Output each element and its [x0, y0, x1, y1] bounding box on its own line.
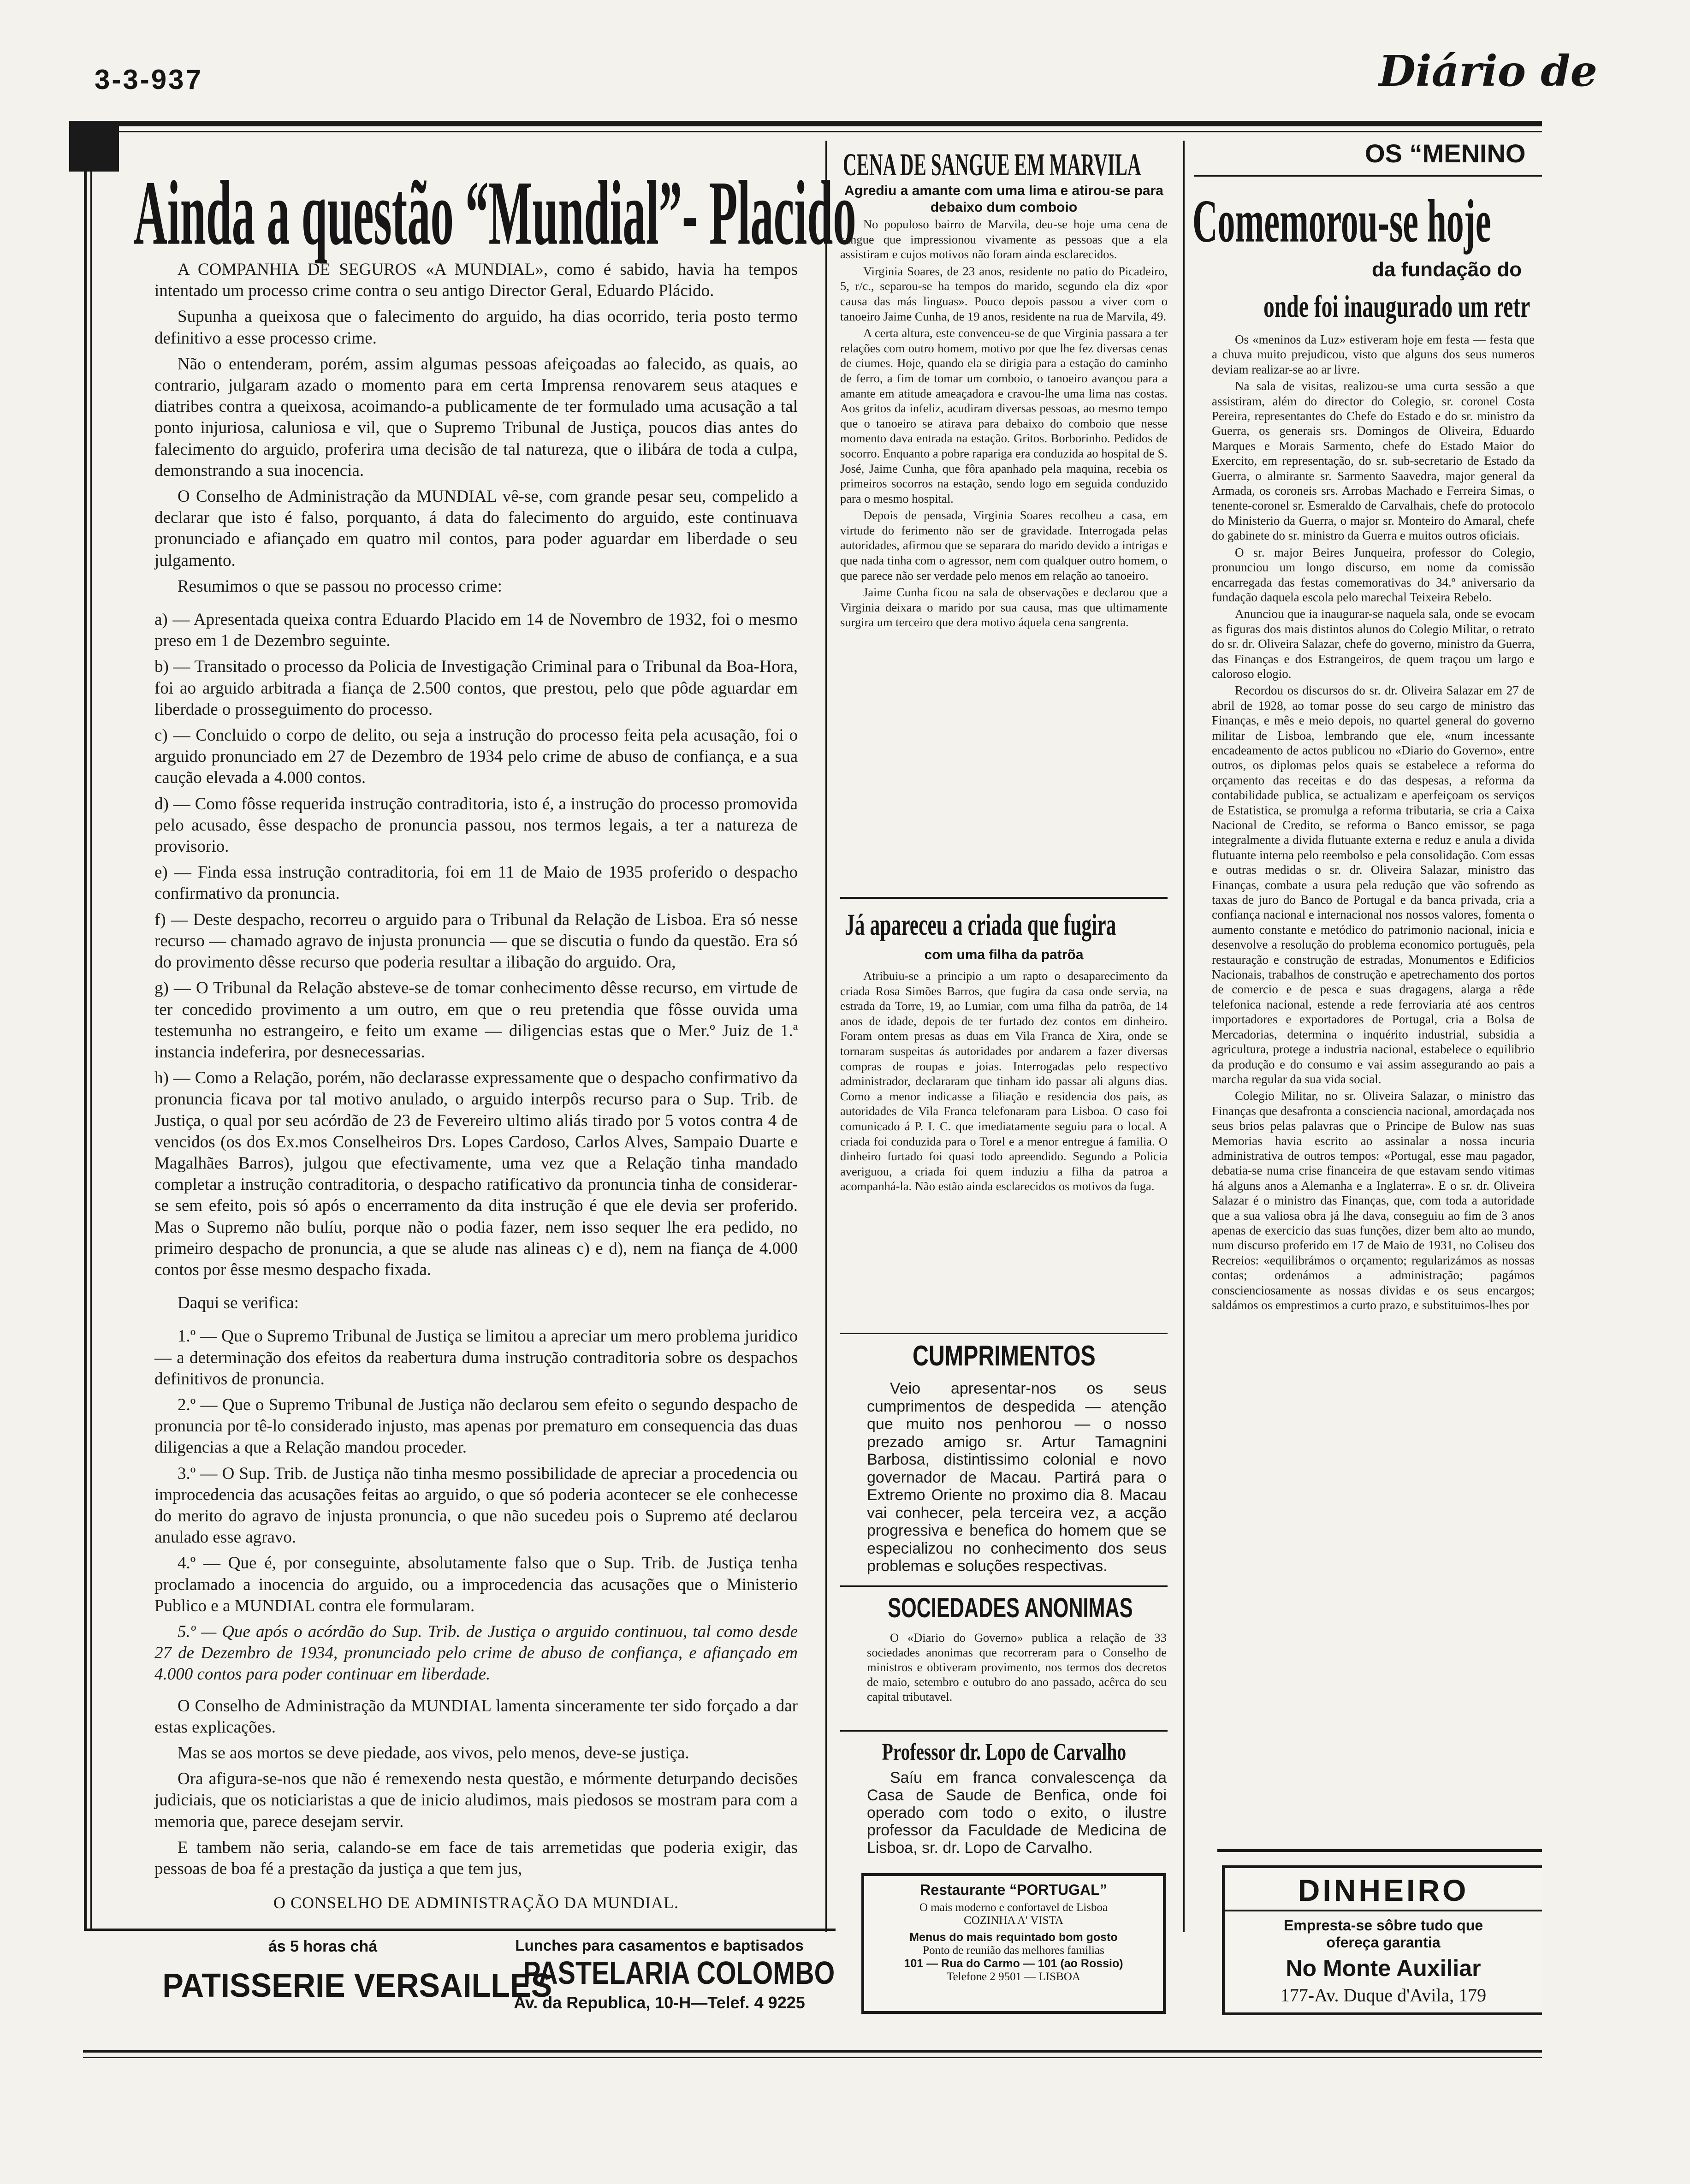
restaurante-title: Restaurante “PORTUGAL” — [920, 1881, 1107, 1898]
mundial-intro-1: A COMPANHIA DE SEGUROS «A MUNDIAL», como é sabido, havia ha tempos intentado um processo crime contra o seu antigo Director Geral, Eduardo Plácido. — [154, 260, 798, 301]
sociedades-body — [867, 1630, 1167, 1709]
mid-divider-4 — [840, 1730, 1168, 1732]
meninos-subhead-1: da fundação do — [1372, 258, 1522, 281]
mundial-item-b: b) — Transitado o processo da Policia de Investigação Criminal para o Tribunal da Boa-Hora, foi ao arguido arbitrada a fiança de 2.500 contos, que prestou, pelo que pôde aguardar em liberdade o prosseguimento do processo. — [154, 657, 798, 719]
meninos-p5: Recordou os discursos do sr. dr. Oliveira Salazar em 27 de abril de 1928, ao tomar posse do seu cargo de ministro das Finanças, e mês e meio depois, no quartel general do governo militar de Lisboa, lembrando que ele, «num incessante encadeamento de actos publicou no «Diario do Governo», entre outros, os diplomas pelos quais se estabelece a reforma do orçamento das receitas e do das despesas, a reforma da contabilidade publica, se actualizam e aperfeiçoam os serviços de Estatistica, se promulga a reforma tributaria, se cria a Caixa Nacional de Credito, se reforma o Banco emissor, se paga integralmente a divida flutuante externa e reduz e anula a divida flutuante interna pelo reembolso e pela consolidação. Com essas e outras medidas o sr. dr. Oliveira Salazar, ministro das Finanças, combate a usura pela redução que vão sofrendo as taxas de juro do Banco de Portugal e da banca privada, cria a confiança nacional e internacional nos nossos valores, fomenta o aumento constante e metódico do patrimonio nacional, inicia e desenvolve a resolução do problema economico português, pela restauração e construção de estradas, Monumentos e Edificios Nacionais, trabalhos de construção e apetrechamento dos portos de comercio e de pesca e suas dragagens, alarga a rêde telefonica nacional, estende a rede ferroviaria até aos centros importadores e exportadores de Portugal, cria a Bolsa de Mercadorias, determina o inquérito industrial, subsidia a agricultura, protege a industria nacional, estabelece o equilibrio da produção e do consumo e vai assim assegurando ao pais a marcha regular da sua vida social. — [1212, 683, 1535, 1086]
restaurante-line5: 101 — Rua do Carmo — 101 (ao Rossio) — [904, 1957, 1123, 1970]
criada-headline-text: Já apareceu a criada que fugira — [845, 908, 1116, 942]
column-rule-2 — [1183, 141, 1185, 1932]
criada-p1: Atribuiu-se a principio a um rapto o desaparecimento da criada Rosa Simões Barros, que fugira da casa onde servia, na estrada da Torre, 19, ao Lumiar, com uma filha da patrõa, de 14 anos de idade, depois de ter furtado dez contos em dinheiro. Foram ontem presas as duas em Vila Franca de Xira, onde se tornaram suspeitas ás autoridades por andarem a fazer diversas compras de roupas e joias. Interrogadas pelo respectivo administrador, declararam que tinham ido passar ali alguns dias. Como a menor indicasse a filiação e residencia dos pais, as autoridades de Vila Franca telefonaram para Lisboa. O caso foi comunicado á P. I. C. que imediatamente seguiu para o local. A criada foi conduzida para o Torel e a menor entregue á familia. O dinheiro furtado foi quasi todo apreendido. Segundo a Policia averiguou, a criada foi quem induziu a filha da patroa a acompanhá-la. Não estão ainda esclarecidos os motivos da fuga. — [840, 969, 1168, 1193]
mid-divider-3 — [840, 1585, 1168, 1587]
marvila-headline — [843, 147, 1166, 185]
right-divider-bottom — [1217, 1849, 1542, 1852]
page-date: 3-3-937 — [95, 64, 203, 95]
mundial-headline-text: Ainda a questão “Mundial”- Placido — [134, 162, 856, 264]
mundial-body — [154, 259, 798, 1884]
carvalho-headline-text: Professor dr. Lopo de Carvalho — [882, 1739, 1126, 1765]
mundial-conclusion-2: 2.º — Que o Supremo Tribunal de Justiça não declarou sem efeito o segundo despacho de pronuncia por tê-lo considerado injusto, mas apenas por prematuro em consequencia das duas diligencias a que a Relação mandou proceder. — [154, 1395, 798, 1457]
versailles-ad — [152, 1938, 552, 2012]
carvalho-text: Saíu em franca convalescença da Casa de Saude de Benfica, onde foi operado com todo o exito, o ilustre professor da Faculdade de Medicina de Lisboa, sr. dr. Lopo de Carvalho. — [867, 1769, 1167, 1857]
mundial-intro-5: Resumimos o que se passou no processo crime: — [178, 576, 502, 596]
mundial-frame-left — [84, 172, 87, 1929]
mundial-item-h: h) — Como a Relação, porém, não declarasse expressamente que o despacho confirmativo da pronuncia ficava por tal motivo anulado, o arguido interpôs recurso para o Sup. Trib. de Justiça, o qual por seu acórdão de 23 de Fevereiro ultimo aliás tirado por 5 votos contra 4 de vencidos (os dos Ex.mos Conselheiros Drs. Lopes Cardoso, Carlos Alves, Sampaio Duarte e Magalhães Barros), julgou que efectivamente, uma vez que a Relação tinha mandado completar a instrução contraditoria, o despacho ratificativo da pronuncia tinha de considerar-se sem efeito, pois só após o encerramento da dita instrução é que ele devia ser proferido. Mas o Supremo não bulíu, porque não o podia fazer, nem isso sequer lhe era pedido, no primeiro despacho de pronuncia, a que se alude nas alineas c) e d), nem na fiança de 4.000 contos por êsse mesmo despacho fixada. — [154, 1068, 798, 1279]
marvila-p3: A certa altura, este convenceu-se de que Virginia passara a ter relações com outro homem, motivo por que lhe fez diversas cenas de ciumes. Hoje, quando ela se dirigia para a estação do caminho de ferro, a fim de tomar um comboio, o tanoeiro avançou para a amante em atitude ameaçadora e cravou-lhe uma lima nas costas. Aos gritos da infeliz, acudiram diversas pessoas, ao mesmo tempo que o tanoeiro se atirava para debaixo do comboio que nesse momento dava entrada na estação. Gritos. Borborinho. Pedidos de socorro. Enquanto a pobre rapariga era conduzida ao hospital de S. José, Jaime Cunha, que fôra apanhado pela maquina, recebia os primeiros socorros na estação, sendo logo em seguida conduzido para o mesmo hospital. — [840, 326, 1168, 505]
mid-divider-1 — [840, 897, 1168, 899]
cumprimentos-headline — [840, 1340, 1168, 1374]
mundial-item-e: e) — Finda essa instrução contraditoria, foi em 11 de Maio de 1935 proferido o despacho confirmativo da pronuncia. — [154, 863, 798, 903]
marvila-p2: Virginia Soares, de 23 anos, residente no patio do Picadeiro, 5, r/c., separou-se ha tempos do marido, segundo ela diz «por causa das más linguas». Pouco depois passou a viver com o tanoeiro Jaime Cunha, de 19 anos, residente na rua de Marvila, 49. — [840, 264, 1168, 323]
meninos-kicker: OS “MENINO — [1365, 139, 1526, 168]
mundial-item-a: a) — Apresentada queixa contra Eduardo Placido em 14 de Novembro de 1932, foi o mesmo preso em 1 de Dezembro seguinte. — [154, 610, 798, 651]
carvalho-body — [867, 1769, 1167, 1861]
mundial-conclusion-3: 3.º — O Sup. Trib. de Justiça não tinha mesmo possibilidade de apreciar a procedencia ou improcedencia das acusações feitas ao arguido, o que só poderia acontecer se ele conhecesse do merito do agravo de injusta pronuncia, o que não sucedeu pois o Supremo até declarou anulado esse agravo. — [154, 1464, 798, 1547]
restaurante-line1: O mais moderno e confortavel de Lisboa — [919, 1901, 1108, 1914]
marvila-p5: Jaime Cunha ficou na sala de observações e declarou que a Virginia deixara o marido por sua causa, mas que ultimamente surgira um terceiro que dera motivo áquela cena sangrenta. — [840, 585, 1168, 629]
mundial-closing-1: O Conselho de Administração da MUNDIAL lamenta sinceramente ter sido forçado a dar estas explicações. — [154, 1696, 798, 1737]
sociedades-text: O «Diario do Governo» publica a relação de 33 sociedades anonimas que recorreram para o Conselho de ministros e obtiveram provimento, nos termos dos decretos de maio, setembro e outubro do ano passado, acêrca do seu capital tributavel. — [867, 1631, 1167, 1703]
meninos-p6: Colegio Militar, no sr. Oliveira Salazar, o ministro das Finanças que desafronta a consciencia nacional, amordaçada nos seus brios pelas palavras que o Principe de Bulow nas suas Memorias havia escrito ao assinalar a nossa incuria administrativa de outros tempos: «Portugal, esse mau pagador, debatia-se numa crise financeira de que estavam sendo vitimas há alguns anos a Alemanha e a Inglaterra». E o sr. dr. Oliveira Salazar é o ministro das Finanças, que, com toda a autoridade que a sua valiosa obra já lhe dava, conseguiu ao fim de 3 anos apenas de exercicio das suas funções, dizer bem alto ao mundo, num discurso proferido em 17 de Maio de 1931, no Coliseu dos Recreios: «equilibrámos o orçamento; regularizámos as nossas contas; ordenámos a administração; pagámos conscienciosamente as nossas dividas e os seus encargos; saldámos os emprestimos a curto prazo, e substituimos-lhes por — [1212, 1089, 1535, 1312]
restaurante-line3: Menus do mais requintado bom gosto — [909, 1931, 1118, 1944]
mundial-conclusion-intro: Daqui se verifica: — [178, 1294, 299, 1313]
restaurante-line2: COZINHA A' VISTA — [964, 1914, 1063, 1927]
colombo-address: Av. da Republica, 10-H—Telef. 4 9225 — [514, 1993, 805, 2012]
colombo-ad — [489, 1937, 835, 2012]
mundial-item-c: c) — Concluido o corpo de delito, ou seja a instrução do processo feita pela acusação, foi o arguido pronunciado em 27 de Dezembro de 1934 pelo crime de abuso de confiança, e a sua caução elevada a 4.000 contos. — [154, 726, 798, 788]
criada-headline — [845, 908, 1168, 942]
versailles-tagline: ás 5 horas chá — [268, 1938, 378, 1955]
mundial-intro-4: O Conselho de Administração da MUNDIAL vê-se, com grande pesar seu, compelido a declarar que isto é falso, porquanto, á data do falecimento do arguido, este continuava pronunciado e afiançado em quatro mil contos, para poder aguardar em liberdade o seu julgamento. — [154, 487, 798, 570]
mundial-frame-left-inner — [90, 172, 92, 1929]
header-rule-thick — [83, 121, 1542, 126]
footer-rule-2 — [83, 2057, 1542, 2058]
masthead: Diário de — [1379, 46, 1598, 96]
meninos-headline-text: Comemorou-se hoje — [1192, 188, 1491, 255]
colombo-name: PASTELARIA COLOMBO — [523, 1955, 835, 1991]
mundial-closing-4: E tambem não seria, calando-se em face de tais arremetidas que poderia exigir, das pessoas de boa fé a prestação da justiça a que tem jus, — [154, 1838, 798, 1879]
meninos-p2: Na sala de visitas, realizou-se uma curta sessão a que assistiram, além do director do Colegio, sr. coronel Costa Pereira, representantes do Chefe do Estado e do sr. ministro da Guerra, os generais srs. Domingos de Oliveira, Eduardo Marques e Morais Sarmento, chefe do Estado Maior do Exercito, em representação, do sr. sub-secretario de Estado da Guerra, o almirante sr. Sarmento Saavedra, major general da Armada, os coroneis srs. Arrobas Machado e Ferreira Simas, o tenente-coronel sr. Esmeraldo de Carvalhais, chefe do protocolo do Ministerio da Guerra, o major sr. Monteiro do Amaral, chefe do gabinete do sr. ministro da Guerra e muitos outros oficiais. — [1212, 379, 1535, 543]
meninos-body — [1212, 332, 1535, 1826]
mundial-intro-3: Não o entenderam, porém, assim algumas pessoas afeiçoadas ao falecido, as quais, ao contrario, julgaram azado o momento para em certa Imprensa renovarem seus ataques e diatribes contra a queixosa, acoimando-a publicamente de ter formulado uma acusação a tal ponto injuriosa, caluniosa e vil, que o Supremo Tribunal de Justiça, poucos dias antes do falecimento do arguido, proferira uma decisão de tal natureza, que o ilibára de toda a culpa, demonstrando a sua inocencia. — [154, 354, 798, 480]
mid-divider-2 — [840, 1333, 1168, 1334]
sociedades-headline — [840, 1592, 1168, 1625]
restaurante-ad — [861, 1873, 1166, 2014]
versailles-name: PATISSERIE VERSAILLES — [162, 1967, 552, 2004]
restaurante-line6: Telefone 2 9501 — LISBOA — [947, 1970, 1080, 1983]
footer-rule-1 — [83, 2050, 1542, 2053]
mundial-conclusion-5: 5.º — Que após o acórdão do Sup. Trib. de Justiça o arguido continuou, tal como desde 27 de Dezembro de 1934, pronunciado pelo crime de abuso de confiança, e afiançado em 4.000 contos para poder continuar em liberdade. — [154, 1622, 798, 1684]
marvila-p1: No populoso bairro de Marvila, deu-se hoje uma cena de sangue que impressionou vivamente as pessoas que a ela assistiram e cujos motivos não foram ainda esclarecidos. — [840, 217, 1168, 261]
dinheiro-ad — [1222, 1865, 1542, 2015]
mundial-closing-3: Ora afigura-se-nos que não é remexendo nesta questão, e mórmente deturpando decisões judiciais, que os noticiaristas a que de inicio aludimos, mais piedosos se mostram para com a memoria que, parece desejam servir. — [154, 1769, 798, 1831]
meninos-p3: O sr. major Beires Junqueira, professor do Colegio, pronunciou um longo discurso, em nome da comissão encarregada das festas comemorativas do 34.º aniversario da fundação daquela escola pelo marechal Teixeira Rebelo. — [1212, 545, 1535, 604]
meninos-p4: Anunciou que ia inaugurar-se naquela sala, onde se evocam as figuras dos mais distintos alunos do Colegio Militar, o retrato do sr. dr. Oliveira Salazar, chefe do governo, ministro da Guerra, das Finanças e dos Estrangeiros, de quem traçou um largo e caloroso elogio. — [1212, 607, 1535, 681]
criada-subhead: com uma filha da patrõa — [924, 947, 1084, 962]
restaurante-line4: Ponto de reunião das melhores familias — [923, 1944, 1104, 1957]
sociedades-headline-text: SOCIEDADES ANONIMAS — [888, 1592, 1133, 1623]
mundial-intro-2: Supunha a queixosa que o falecimento do arguido, ha dias ocorrido, teria posto termo definitivo a esse processo crime. — [154, 307, 798, 348]
mundial-signature: O CONSELHO DE ADMINISTRAÇÃO DA MUNDIAL. — [273, 1893, 679, 1912]
dinheiro-title: DINHEIRO — [1298, 1873, 1469, 1907]
mundial-conclusion-1: 1.º — Que o Supremo Tribunal de Justiça se limitou a apreciar um mero problema juridico — a determinação dos efeitos da reabertura duma instrução contraditoria sobre os despachos definitivos de pronuncia. — [154, 1327, 798, 1389]
meninos-kicker-rule — [1194, 175, 1542, 177]
marvila-p4: Depois de pensada, Virginia Soares recolheu a casa, em virtude do ferimento não ser de gravidade. Interrogada pelas autoridades, afirmou que se separara do marido devido a intrigas e que nada tinha com o agressor, nem com qualquer outro homem, o que parece não ser verdade pelo menos em relação ao tanoeiro. — [840, 508, 1168, 582]
marvila-body — [840, 217, 1168, 632]
mundial-item-f: f) — Deste despacho, recorreu o arguido para o Tribunal da Relação de Lisboa. Era só nesse recurso — chamado agravo de injusta pronuncia — que se discutia o fundo da questão. Era só do provimento dêsse recurso que poderia resultar a ilibação do arguido. Ora, — [154, 910, 798, 972]
meninos-subhead-2-wrap — [1263, 288, 1542, 325]
column-rule-1 — [825, 141, 827, 1932]
dinheiro-line4: 177-Av. Duque d'Avila, 179 — [1280, 1985, 1487, 2006]
meninos-headline — [1192, 187, 1542, 256]
mundial-closing-2: Mas se aos mortos se deve piedade, aos vivos, pelo menos, deve-se justiça. — [178, 1744, 689, 1763]
dinheiro-title-rule — [1225, 1910, 1542, 1911]
cumprimentos-text: Veio apresentar-nos os seus cumprimentos de despedida — atenção que muito nos penhorou — o nosso prezado amigo sr. Artur Tamagnini Barbosa, distintissimo colonial e novo governador de Macau. Partirá para o Extremo Oriente no proximo dia 8. Macau vai conhecer, pela terceira vez, a acção progressiva e benefica do homem que se especializou no conhecimento dos seus problemas e soluções respectivas. — [867, 1380, 1167, 1575]
dinheiro-line3: No Monte Auxiliar — [1286, 1955, 1481, 1981]
dinheiro-line2: ofereça garantia — [1326, 1934, 1441, 1951]
marvila-subhead: Agrediu a amante com uma lima e atirou-se para debaixo dum comboio — [844, 183, 1163, 215]
corner-block — [69, 121, 119, 172]
marvila-headline-text: CENA DE SANGUE EM MARVILA — [843, 147, 1141, 183]
meninos-p1: Os «meninos da Luz» estiveram hoje em festa — festa que a chuva muito prejudicou, visto que alguns dos seus numeros deviam realizar-se ao ar livre. — [1212, 332, 1535, 376]
dinheiro-line1: Empresta-se sôbre tudo que — [1283, 1917, 1483, 1934]
mundial-item-d: d) — Como fôsse requerida instrução contraditoria, isto é, a instrução do processo promovida pelo acusado, êsse despacho de pronuncia passou, nos termos legais, a ter a natureza de provisorio. — [154, 794, 798, 856]
mundial-item-g: g) — O Tribunal da Relação absteve-se de tomar conhecimento dêsse recurso, em virtude de ter concedido provimento a um outro, em que o reu pretendia que fôsse ouvida uma testemunha no estrangeiro, e feito um exame — diligencias estas que o Mer.º Juiz de 1.ª instancia indeferira, por desnecessarias. — [154, 979, 798, 1062]
colombo-tagline: Lunches para casamentos e baptisados — [515, 1937, 804, 1954]
meninos-subhead-2: onde foi inaugurado um retr — [1263, 289, 1530, 324]
cumprimentos-body — [867, 1380, 1167, 1580]
carvalho-headline — [840, 1739, 1168, 1767]
header-rule-thin — [83, 131, 1542, 132]
criada-body — [840, 968, 1168, 1199]
mundial-conclusion-4: 4.º — Que é, por conseguinte, absolutamente falso que o Sup. Trib. de Justiça tenha proclamado a inocencia do arguido, ou a improcedencia das acusações que o Ministerio Publico e a MUNDIAL contra ele formularam. — [154, 1554, 798, 1615]
cumprimentos-headline-text: CUMPRIMENTOS — [912, 1340, 1096, 1372]
mundial-frame-bottom — [84, 1929, 836, 1931]
